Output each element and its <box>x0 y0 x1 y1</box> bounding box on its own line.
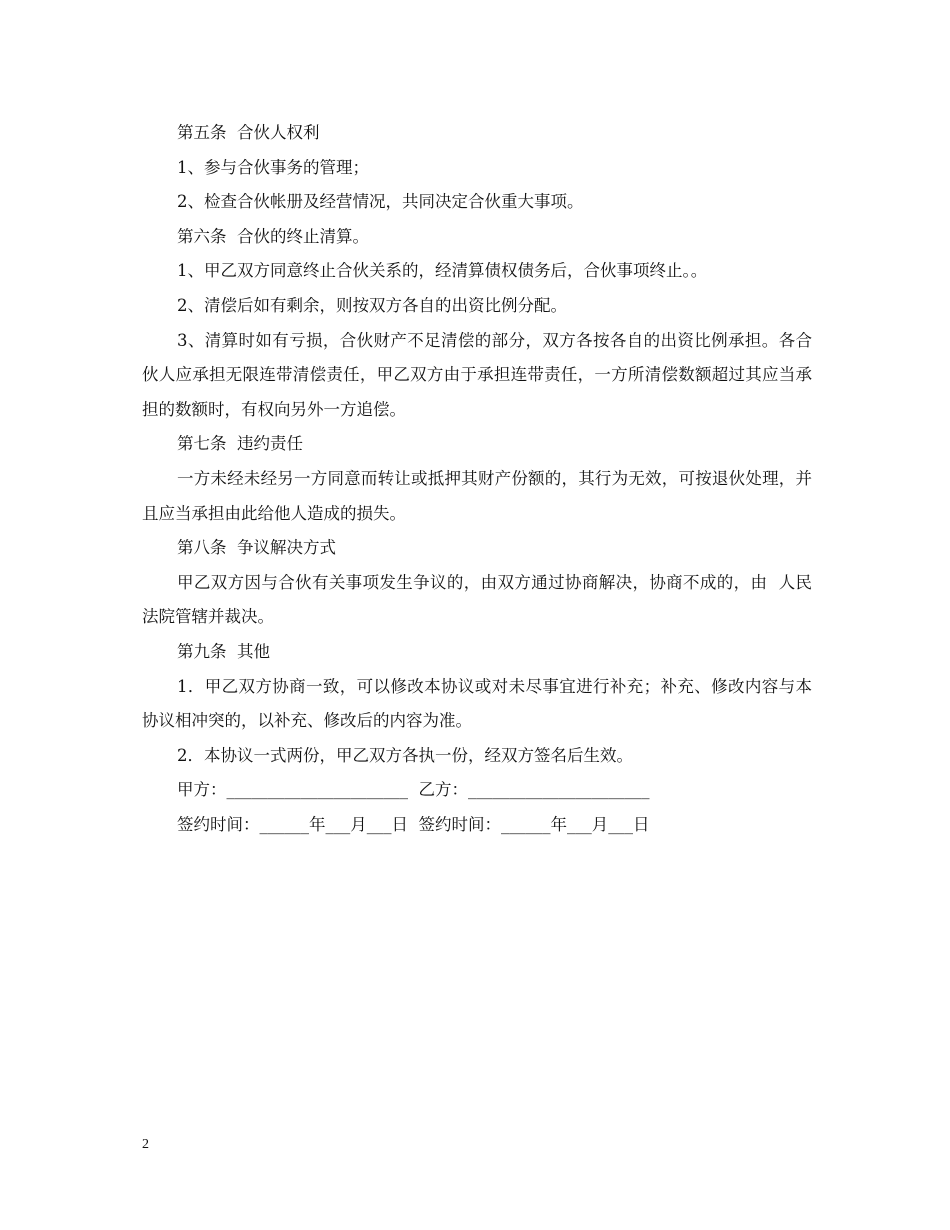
article-8-text: 甲乙双方因与合伙有关事项发生争议的，由双方通过协商解决，协商不成的，由 人民法院管辖并裁决。 <box>142 572 812 627</box>
article-9-item-1: 1．甲乙双方协商一致，可以修改本协议或对未尽事宜进行补充；补充、修改内容与本协议相冲突的，以补充、修改后的内容为准。 <box>142 676 812 731</box>
article-8-heading: 第八条 争议解决方式 <box>177 538 336 558</box>
article-6-item-2: 2、清偿后如有剩余，则按双方各自的出资比例分配。 <box>177 295 567 315</box>
article-6-heading: 第六条 合伙的终止清算。 <box>177 226 369 246</box>
article-6-item-1: 1、甲乙双方同意终止合伙关系的，经清算债权债务后，合伙事项终止。。 <box>177 261 708 281</box>
article-5-heading: 第五条 合伙人权利 <box>177 123 320 142</box>
page-number: 2 <box>142 1137 149 1152</box>
article-6-item-3: 3、清算时如有亏损，合伙财产不足清偿的部分，双方各按各自的出资比例承担。各合伙人应承担无限连带清偿责任，甲乙双方由于承担连带责任，一方所清偿数额超过其应当承担的数额时，有权向另外一方追偿。 <box>142 330 812 419</box>
article-5-item-1: 1、参与合伙事务的管理； <box>177 157 369 177</box>
article-9-item-2: 2．本协议一式两份，甲乙双方各执一份，经双方签名后生效。 <box>177 745 633 765</box>
article-5-item-2: 2、检查合伙帐册及经营情况，共同决定合伙重大事项。 <box>177 192 584 212</box>
article-9-heading: 第九条 其他 <box>177 641 270 661</box>
document-body <box>142 116 812 842</box>
article-7-text: 一方未经未经另一方同意而转让或抵押其财产份额的，其行为无效，可按退伙处理，并且应当承担由此给他人造成的损失。 <box>142 468 812 523</box>
article-7-heading: 第七条 违约责任 <box>177 434 303 454</box>
date-line: 签约时间：______年___月___日 签约时间：______年___月___日 <box>177 814 650 834</box>
signature-line: 甲方：______________________ 乙方：______________________ <box>177 780 650 800</box>
